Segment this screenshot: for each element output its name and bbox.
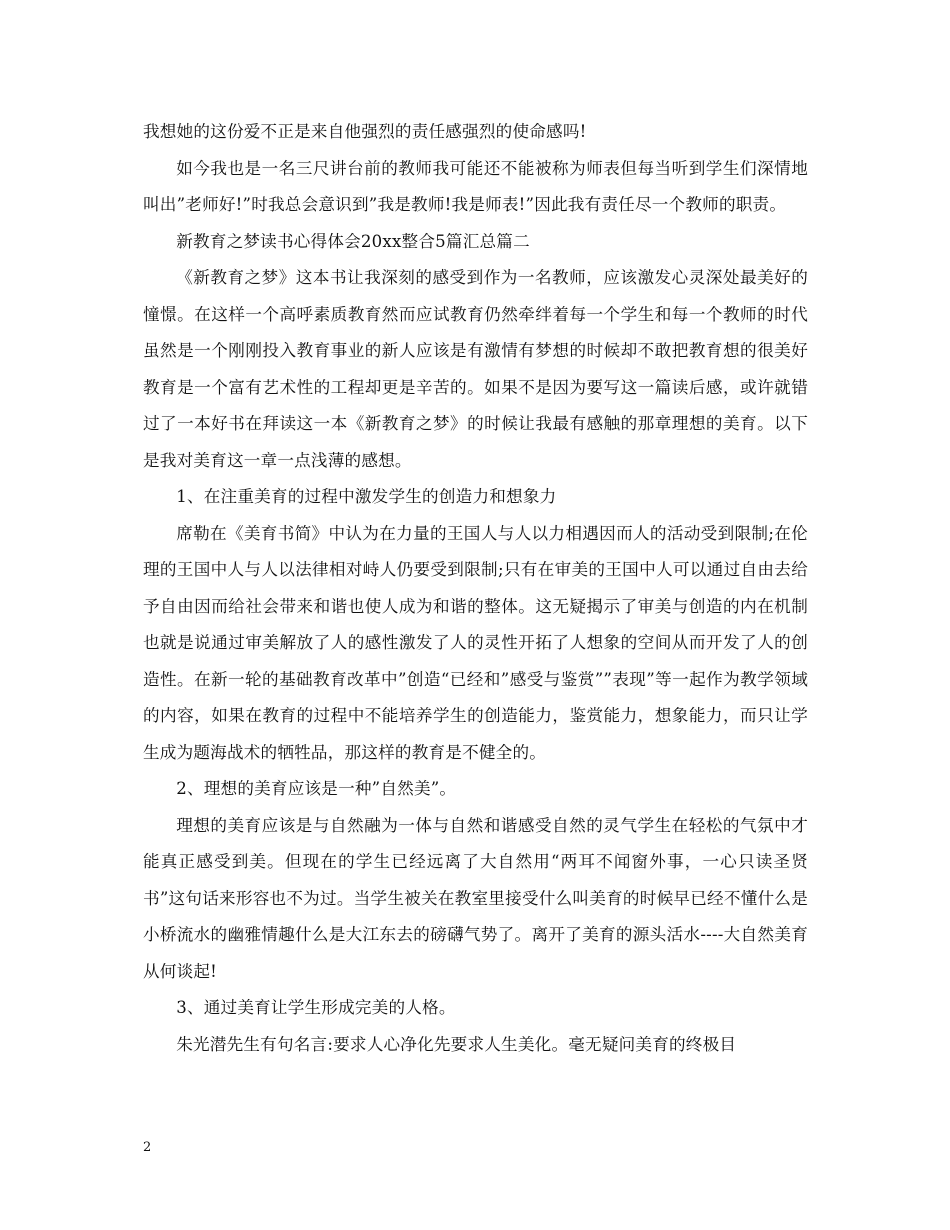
document-body [143,114,808,1063]
paragraph-continuation: 我想她的这份爱不正是来自他强烈的责任感强烈的使命感吗! [143,122,587,141]
point-heading-1: 1、在注重美育的过程中激发学生的创造力和想象力 [176,487,557,506]
paragraph-zhu-guangqian: 朱光潜先生有句名言:要求人心净化先要求人生美化。毫无疑问美育的终极目 [176,1034,737,1054]
section-heading: 新教育之梦读书心得体会20xx整合5篇汇总篇二 [176,231,530,251]
paragraph-schiller: 席勒在《美育书简》中认为在力量的王国人与人以力相遇因而人的活动受到限制;在伦理的王国中人与人以法律相对峙人仍要受到限制;只有在审美的王国中人可以通过自由去给予自由因而给社会带来和谐也使人成为和谐的整体。这无疑揭示了审美与创造的内在机制也就是说通过审美解放了人的感性激发了人的灵性开拓了人想象的空间从而开发了人的创造性。在新一轮的基础教育改革中”创造“已经和”感受与鉴赏””表现”等一起作为教学领域的内容，如果在教育的过程中不能培养学生的创造能力，鉴赏能力，想象能力，而只让学生成为题海战术的牺牲品，那这样的教育是不健全的。 [143,523,808,762]
point-heading-2: 2、理想的美育应该是一种”自然美”。 [176,779,457,798]
paragraph-book-intro: 《新教育之梦》这本书让我深刻的感受到作为一名教师，应该激发心灵深处最美好的憧憬。在这样一个高呼素质教育然而应试教育仍然牵绊着每一个学生和每一个教师的时代虽然是一个刚刚投入教育事业的新人应该是有激情有梦想的时候却不敢把教育想的很美好教育是一个富有艺术性的工程却更是辛苦的。如果不是因为要写这一篇读后感，或许就错过了一本好书在拜读这一本《新教育之梦》的时候让我最有感触的那章理想的美育。以下是我对美育这一章一点浅薄的感想。 [143,268,808,470]
paragraph-natural-beauty: 理想的美育应该是与自然融为一体与自然和谐感受自然的灵气学生在轻松的气氛中才能真正感受到美。但现在的学生已经远离了大自然用“两耳不闻窗外事，一心只读圣贤书”这句话来形容也不为过。当学生被关在教室里接受什么叫美育的时候早已经不懂什么是小桥流水的幽雅情趣什么是大江东去的磅礴气势了。离开了美育的源头活水----大自然美育从何谈起! [143,815,808,981]
point-heading-3: 3、通过美育让学生形成完美的人格。 [176,998,456,1017]
page-number: 2 [143,1140,152,1155]
paragraph-teacher-duty: 如今我也是一名三尺讲台前的教师我可能还不能被称为师表但每当听到学生们深情地叫出”老师好!”时我总会意识到”我是教师!我是师表!”因此我有责任尽一个教师的职责。 [143,158,808,214]
